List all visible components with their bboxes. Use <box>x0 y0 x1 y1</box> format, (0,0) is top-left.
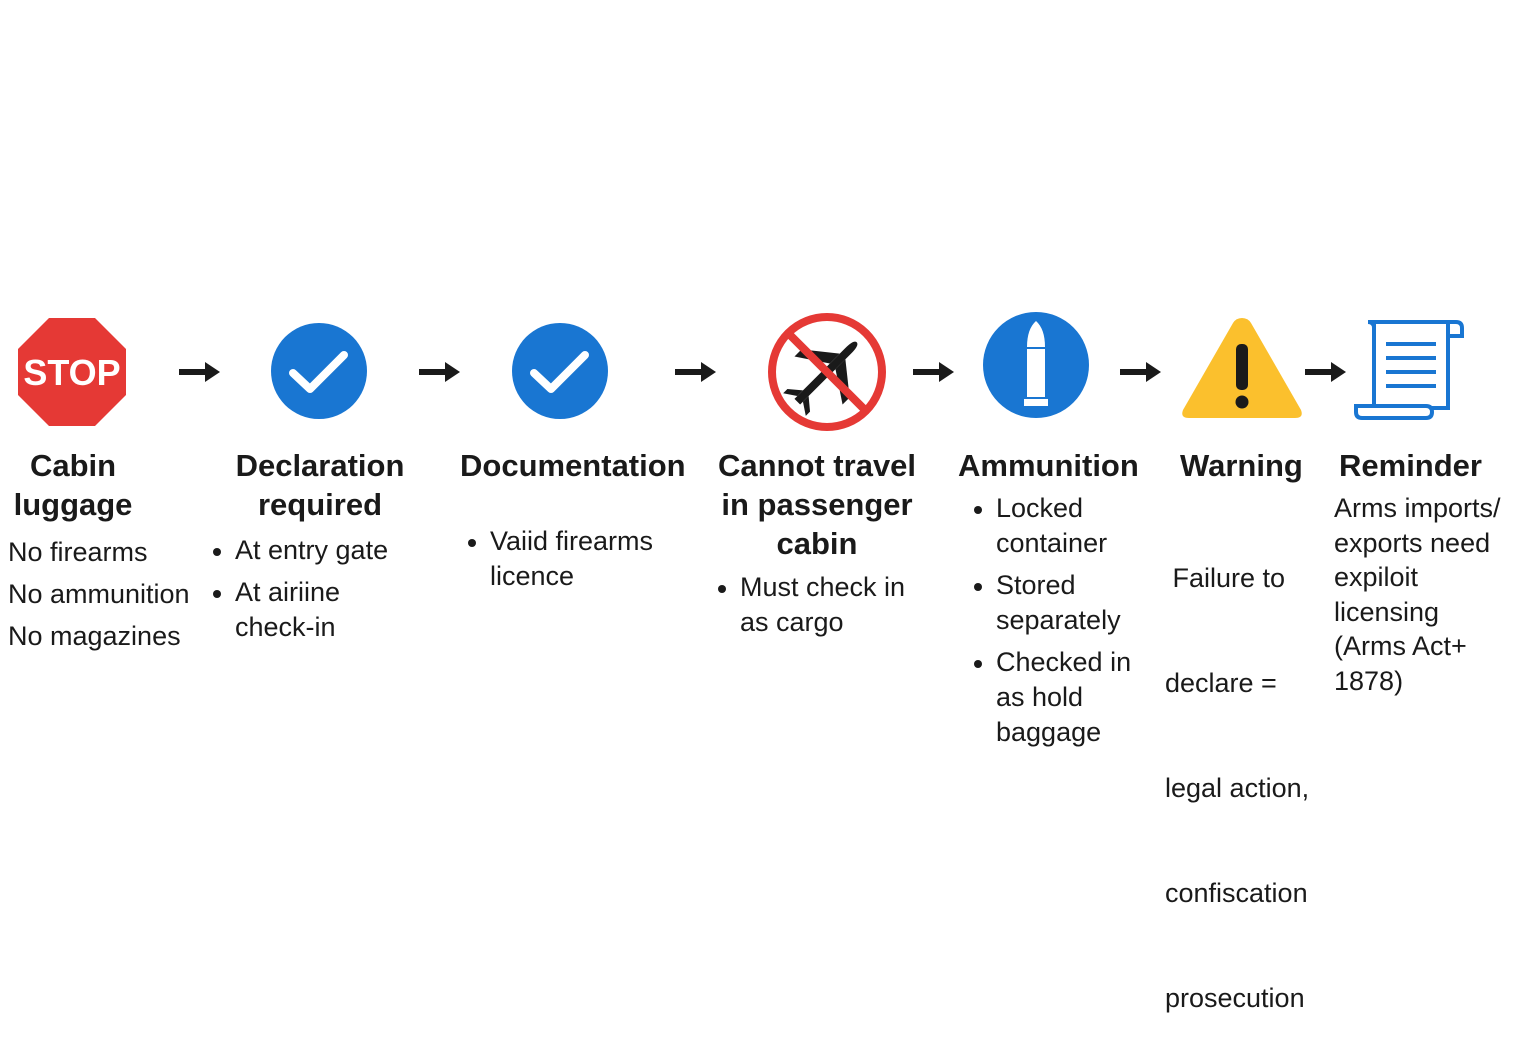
reminder-line: exports need <box>1334 527 1491 558</box>
arrow-right-icon <box>1120 360 1162 384</box>
bullet-text: At entry gate <box>235 535 389 565</box>
step-bullets-declaration <box>213 533 388 652</box>
list-item <box>213 575 388 645</box>
list-item <box>468 524 653 594</box>
title-line: Ammunition <box>958 448 1139 483</box>
step-title-documentation <box>460 446 686 485</box>
arrow-right-icon <box>1305 360 1347 384</box>
stop-sign-text: STOP <box>23 352 121 393</box>
rule-line: No ammunition <box>8 579 190 609</box>
step-bullets-ammunition <box>974 491 1131 757</box>
step-title-declaration <box>222 446 418 524</box>
reminder-line: licensing <box>1334 596 1440 627</box>
bullet-text: separately <box>996 605 1121 635</box>
reminder-line: Arms imports/ <box>1334 493 1501 523</box>
step-title-reminder <box>1339 446 1482 485</box>
step-lines-cabin-luggage <box>8 531 190 657</box>
bullet-text: as hold <box>996 682 1084 712</box>
checkmark-icon <box>511 322 609 420</box>
list-item <box>974 568 1131 638</box>
step-bullets-cannot-travel <box>718 570 905 647</box>
arrow-right-icon <box>675 360 717 384</box>
no-airplane-icon <box>766 311 888 433</box>
bullet-text: Vaiid firearms <box>490 526 654 556</box>
title-line: Cannot travel <box>717 448 917 483</box>
reminder-line: expiloit <box>1334 562 1419 592</box>
warning-line: Failure to <box>1165 563 1286 593</box>
reminder-line: (Arms Act+ <box>1334 631 1467 661</box>
bullet-text: baggage <box>996 717 1102 747</box>
bullet-text: Must check in <box>740 572 906 602</box>
title-line: luggage <box>13 487 133 522</box>
list-item <box>974 491 1131 561</box>
step-title-cannot-travel <box>712 446 922 563</box>
warning-icon <box>1178 312 1306 424</box>
warning-line: legal action, <box>1165 773 1310 803</box>
step-lines-warning <box>1165 491 1309 1051</box>
title-line: cabin <box>776 526 858 561</box>
arrow-right-icon <box>179 360 221 384</box>
warning-line: prosecution <box>1165 983 1305 1013</box>
list-item <box>213 533 388 568</box>
arrow-right-icon <box>913 360 955 384</box>
bullet-text: as cargo <box>740 607 844 637</box>
bullet-text: Locked <box>996 493 1084 523</box>
title-line: Documentation <box>460 448 686 483</box>
checkmark-icon <box>270 322 368 420</box>
bullet-text: At airiine <box>235 577 341 607</box>
bullet-text: check-in <box>235 612 336 642</box>
title-line: in passenger <box>721 487 913 522</box>
bullet-text: Checked in <box>996 647 1132 677</box>
step-lines-reminder <box>1334 491 1501 698</box>
bullet-icon <box>982 311 1090 419</box>
bullet-text: container <box>996 528 1108 558</box>
step-title-ammunition <box>958 446 1139 485</box>
list-item <box>974 645 1131 750</box>
title-line: required <box>257 487 383 522</box>
title-line: Reminder <box>1339 448 1482 483</box>
list-item <box>718 570 905 640</box>
warning-line: confiscation <box>1165 878 1308 908</box>
rule-line: No firearms <box>8 537 148 567</box>
step-title-warning <box>1180 446 1303 485</box>
step-title-cabin-luggage <box>8 446 138 524</box>
title-line: Warning <box>1180 448 1303 483</box>
rule-line: No magazines <box>8 621 181 651</box>
document-scroll-icon <box>1352 312 1466 424</box>
reminder-line: 1878) <box>1334 665 1404 696</box>
warning-line: declare = <box>1165 668 1277 698</box>
arrow-right-icon <box>419 360 461 384</box>
step-bullets-documentation <box>468 524 653 601</box>
bullet-text: licence <box>490 561 575 591</box>
stop-sign-icon <box>16 316 128 428</box>
title-line: Declaration <box>235 448 405 483</box>
bullet-text: Stored <box>996 570 1076 600</box>
title-line: Cabin <box>29 448 117 483</box>
